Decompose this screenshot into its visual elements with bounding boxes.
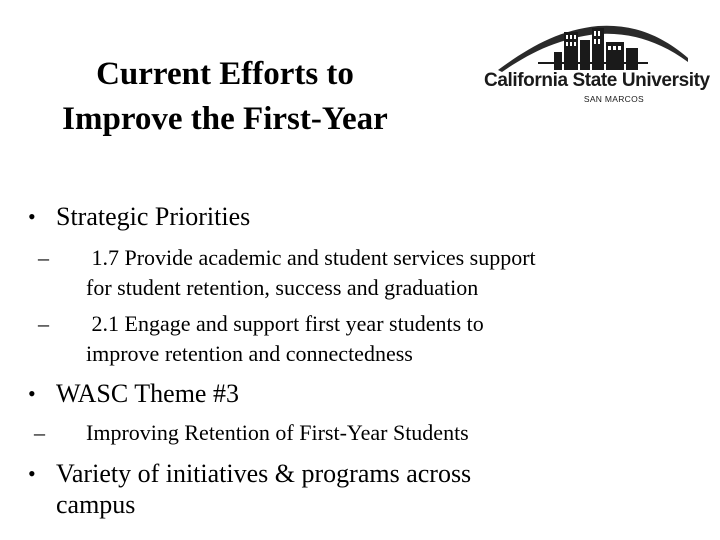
bullet-text: Strategic Priorities (56, 202, 251, 231)
logo-campus-name: SAN MARCOS (583, 94, 644, 104)
bullet-text: WASC Theme #3 (56, 379, 239, 408)
bullet-text-line-2: campus (56, 490, 136, 519)
bullet-icon: • (28, 381, 36, 406)
bullet-text-line-1: Variety of initiatives & programs across (56, 459, 472, 488)
slide-title-line-1: Current Efforts to (96, 56, 354, 92)
dash-icon: – (38, 311, 49, 336)
sub-bullet-text-line-2: improve retention and connectedness (86, 341, 413, 366)
bullet-icon: • (28, 204, 36, 229)
dash-icon: – (38, 245, 49, 270)
bullet-variety-of-initiatives (28, 458, 472, 520)
dash-icon: – (34, 420, 45, 445)
sub-bullet-text-line-1: 2.1 Engage and support first year students to (86, 311, 484, 336)
sub-bullet-text-line-1: 1.7 Provide academic and student services support (86, 245, 536, 270)
logo-university-name: California State University (484, 70, 710, 91)
bullet-wasc-theme (28, 378, 239, 409)
bullet-strategic-priorities (28, 201, 251, 232)
sub-bullet-text: Improving Retention of First-Year Students (86, 420, 469, 445)
bullet-icon: • (28, 461, 36, 486)
sub-bullet-improving-retention (34, 418, 469, 448)
slide-title-line-2: Improve the First-Year (62, 101, 388, 137)
sub-bullet-priority-2-1 (38, 309, 484, 369)
sub-bullet-text-line-2: for student retention, success and graduation (86, 275, 479, 300)
sub-bullet-priority-1-7 (38, 243, 536, 303)
